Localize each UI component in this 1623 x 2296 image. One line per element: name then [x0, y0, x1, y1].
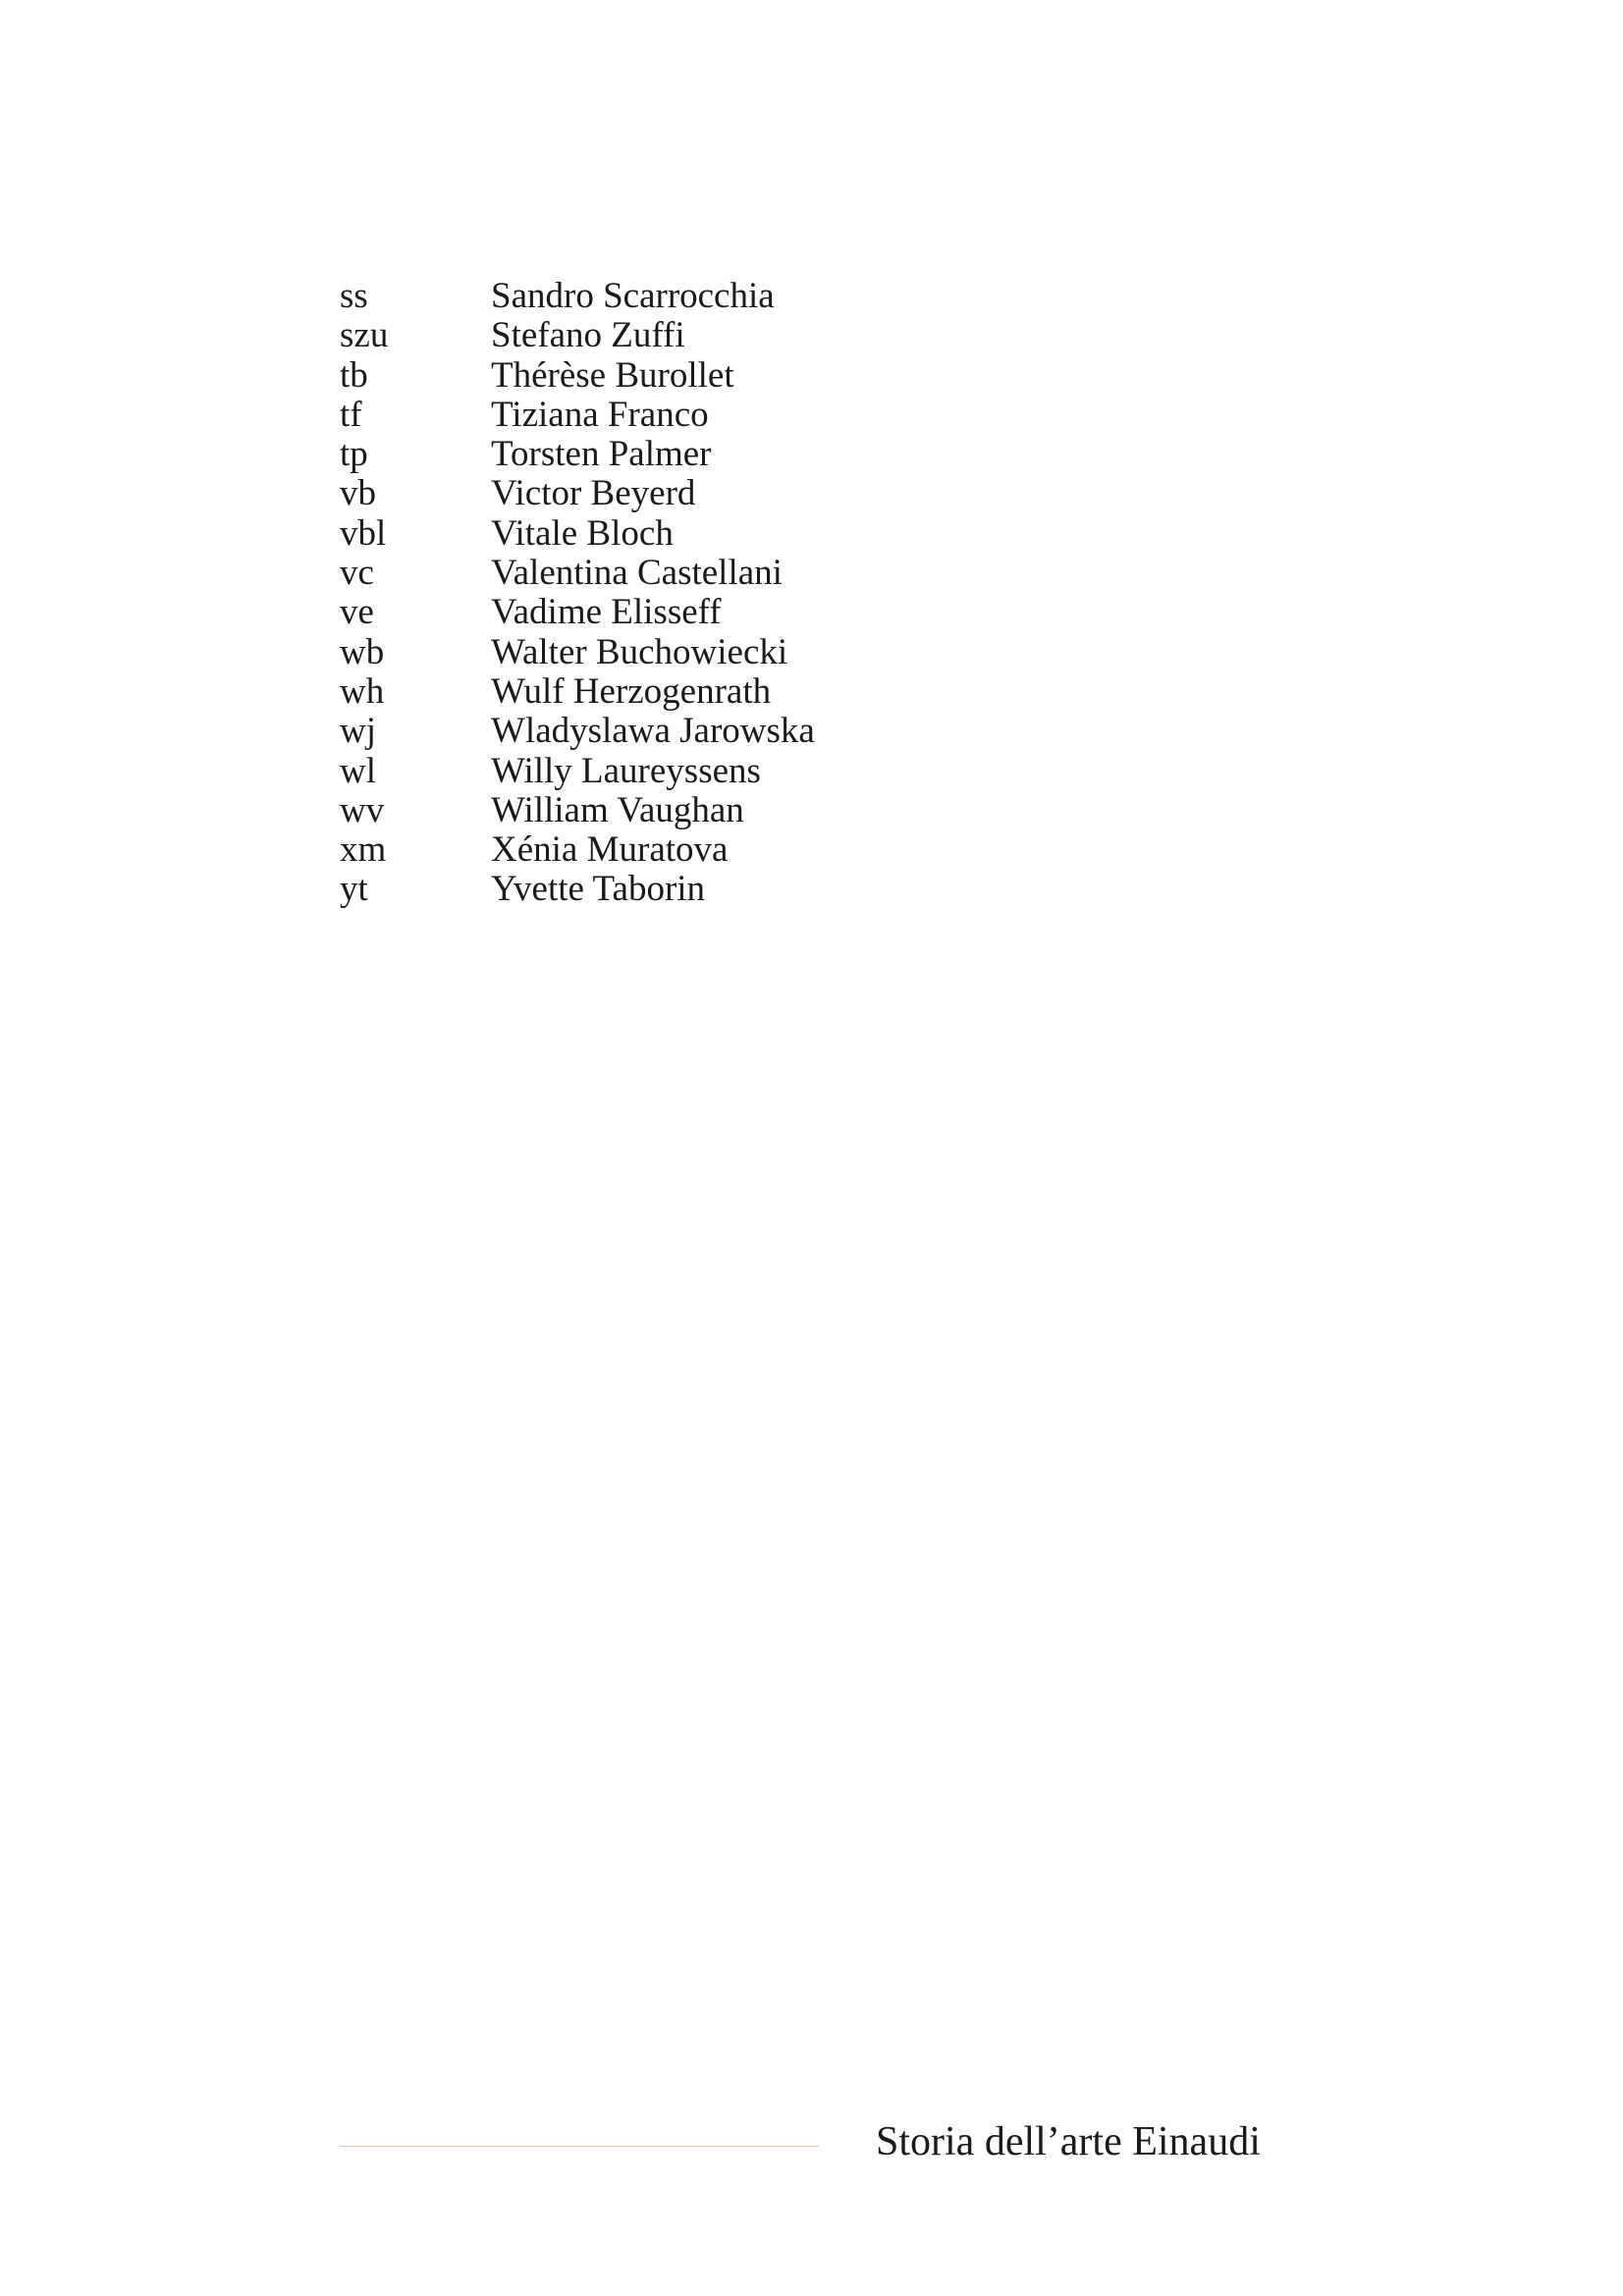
author-name: Stefano Zuffi	[491, 315, 685, 356]
author-name: Sandro Scarrocchia	[491, 276, 775, 316]
footer-divider	[340, 2146, 819, 2147]
author-code: wv	[340, 789, 385, 830]
author-code: vbl	[340, 512, 387, 554]
author-name: Yvette Taborin	[491, 869, 706, 910]
author-code: vc	[340, 553, 374, 594]
author-name: Wladyslawa Jarowska	[491, 711, 815, 752]
author-name: Vitale Bloch	[491, 512, 674, 554]
list-item	[340, 474, 815, 513]
author-name: Vadime Elisseff	[491, 592, 722, 633]
author-abbreviation-list	[340, 277, 815, 910]
author-name: Xénia Muratova	[491, 829, 729, 871]
author-code: tp	[340, 434, 368, 475]
list-item	[340, 752, 815, 791]
author-code: vb	[340, 473, 376, 514]
list-item	[340, 791, 815, 830]
author-code: wj	[340, 711, 376, 752]
author-name: Wulf Herzogenrath	[491, 670, 772, 712]
list-item	[340, 435, 815, 474]
list-item	[340, 316, 815, 355]
list-item	[340, 514, 815, 554]
author-name: William Vaughan	[491, 789, 744, 830]
author-name: Victor Beyerd	[491, 473, 696, 514]
author-name: Valentina Castellani	[491, 553, 783, 594]
list-item	[340, 277, 815, 316]
author-code: wh	[340, 670, 385, 712]
list-item	[340, 712, 815, 751]
author-name: Torsten Palmer	[491, 434, 712, 475]
footer-publication-title: Storia dell’arte Einaudi	[876, 2119, 1261, 2164]
list-item	[340, 830, 815, 870]
list-item	[340, 356, 815, 396]
author-code: wl	[340, 750, 376, 791]
list-item	[340, 396, 815, 435]
author-code: xm	[340, 829, 387, 871]
author-name: Tiziana Franco	[491, 394, 709, 435]
list-item	[340, 554, 815, 593]
list-item	[340, 593, 815, 632]
author-name: Walter Buchowiecki	[491, 631, 788, 672]
author-code: ss	[340, 276, 368, 316]
author-code: ve	[340, 592, 374, 633]
author-code: tf	[340, 394, 362, 435]
author-name: Thérèse Burollet	[491, 354, 734, 396]
list-item	[340, 633, 815, 672]
list-item	[340, 672, 815, 712]
list-item	[340, 870, 815, 909]
author-code: wb	[340, 631, 385, 672]
author-code: yt	[340, 869, 368, 910]
author-code: tb	[340, 354, 368, 396]
author-name: Willy Laureyssens	[491, 750, 761, 791]
author-code: szu	[340, 315, 389, 356]
